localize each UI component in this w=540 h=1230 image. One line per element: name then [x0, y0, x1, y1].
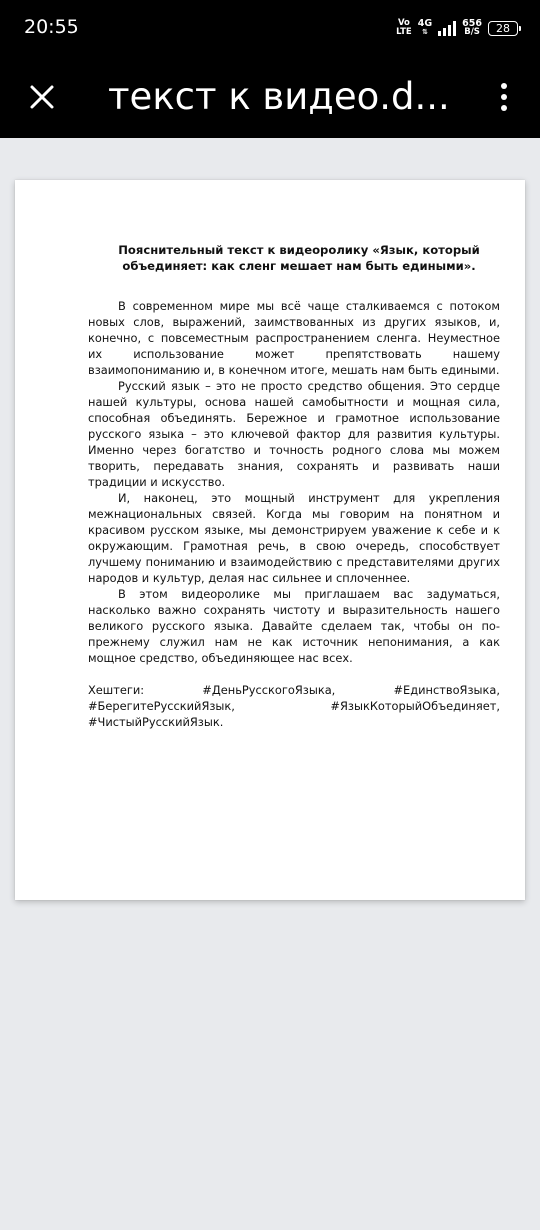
battery-icon: [488, 21, 518, 36]
status-bar: [0, 0, 540, 55]
paragraph: Русский язык – это не просто средство общения. Это сердце нашей культуры, основа нашей самобытности и мощная сила, способная объединять. Бережное и грамотное использование русского языка – это ключевой фактор для развития культуры. Именно через богатство и точность родного слова мы можем творить, передавать знания, сохранять и развивать наши традиции и искусство.: [88, 379, 500, 489]
network-type-label: 4G: [417, 18, 433, 29]
network-speed-value: 656: [462, 18, 482, 29]
volte-label-bottom: LTE: [396, 27, 412, 37]
battery-level: 28: [496, 21, 510, 35]
document-heading: Пояснительный текст к видеоролику «Язык, который объединяет: как сленг мешает нам быть едиными».: [118, 243, 480, 273]
document-page[interactable]: [15, 180, 525, 900]
status-time: 20:55: [24, 16, 79, 38]
top-app-bar: [0, 55, 540, 138]
data-arrows-icon: ⇅: [422, 28, 428, 36]
close-button[interactable]: [18, 73, 66, 121]
network-type-indicator: [418, 19, 432, 37]
paragraph: В этом видеоролике мы приглашаем вас задуматься, насколько важно сохранять чистоту и выразительность нашего великого русского языка. Давайте сделаем так, чтобы он по-прежнему служил нам не как источник непонимания, а как мощное средство, объединяющее нас всех.: [88, 587, 500, 665]
document-title: текст к видео.d...: [108, 75, 450, 118]
more-vert-icon-dot: [501, 105, 507, 111]
more-vert-icon-dot: [501, 94, 507, 100]
paragraph: В современном мире мы всё чаще сталкиваемся с потоком новых слов, выражений, заимствованных из других языков, и, конечно, с повсеместным распространением сленга. Неуместное их использование может препятствовать нашему взаимопониманию и, в конечном итоге, мешать нам быть едиными.: [88, 299, 500, 377]
hashtags-line: Хештеги: #ДеньРусскогоЯзыка, #ЕдинствоЯзыка, #БерегитеРусскийЯзык, #ЯзыкКоторыйОбъединяет, #ЧистыйРусскийЯзык.: [88, 683, 500, 729]
more-options-button[interactable]: [486, 73, 522, 121]
signal-strength-icon: [438, 20, 456, 36]
page-content: [88, 242, 500, 730]
network-speed-indicator: [462, 19, 482, 37]
status-indicators: [396, 14, 518, 42]
volte-label-top: Vo: [397, 18, 410, 28]
more-vert-icon: [501, 83, 507, 89]
paragraph: И, наконец, это мощный инструмент для укрепления межнациональных связей. Когда мы говорим на понятном и красивом русском языке, мы демонстрируем уважение к себе и к окружающим. Грамотная речь, в свою очередь, способствует лучшему пониманию и взаимодействию с представителями других народов и культур, делая нас сильнее и сплоченнее.: [88, 491, 500, 585]
volte-indicator: [396, 19, 412, 37]
close-icon: [29, 84, 55, 110]
network-speed-unit: B/S: [464, 27, 480, 37]
